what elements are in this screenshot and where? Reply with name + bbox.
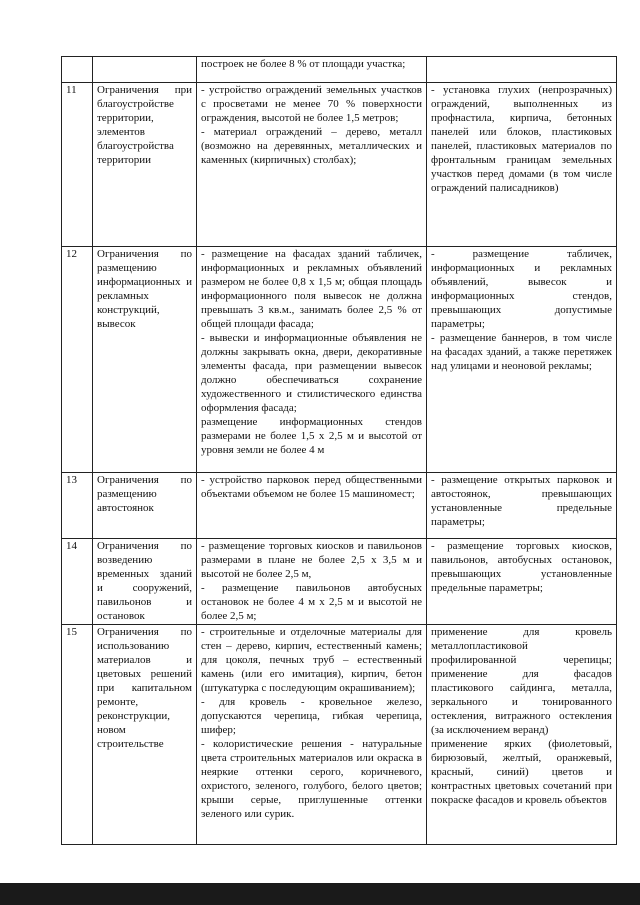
restriction-name: Ограничения по размещению информационных и рекламных конструкций, вывесок (93, 247, 197, 473)
prohibited-cell: - размещение табличек, информационных и рекламных объявлений, вывесок и информационных стендов, превышающих допустимые параметры; - размещение баннеров, в том числе на фасадах зданий, а также перетяжек над улицами и неоновой рекламы; (427, 247, 617, 473)
prohibited-cell: - размещение открытых парковок и автостоянок, превышающих установленные предельные параметры; (427, 473, 617, 539)
allowed-cell: - размещение на фасадах зданий табличек, информационных и рекламных объявлений размером не более 0,8 х 1,5 м; общая площадь информационного поля вывесок не должна превышать 3 кв.м., занимать более 2,5 % от общей площади фасада; - вывески и информационные объявления не должны закрывать окна, двери, декоративные элементы фасада, при размещении вывесок должно обеспечиваться сохранение художественного и стилистического единства оформления фасада; размещение информационных стендов размерами не более 1,5 х 2,5 м и высотой от уровня земли не более 4 м (197, 247, 427, 473)
prohibited-cell: применение для кровель металлопластиковой профилированной черепицы; применение для фасадов пластикового сайдинга, металла, зеркального и тонированного остекления, витражного остекления (за исключением веранд) применение ярких (фиолетовый, бирюзовый, желтый, оранжевый, красный, синий) цветов и контрастных цветовых сочетаний при покраске фасадов и кровель объектов (427, 625, 617, 845)
prohibited-cell: - размещение торговых киосков, павильонов, автобусных остановок, превышающих установленные предельные параметры; (427, 539, 617, 625)
allowed-cell: - строительные и отделочные материалы для стен – дерево, кирпич, естественный камень; для цоколя, печных труб – естественный камень (или его имитация), кирпич, бетон (штукатурка с последующим окрашиванием); - для кровель - кровельное железо, допускаются черепица, гибкая черепица, шифер; - колористические решения - натуральные цвета строительных материалов или окраска в неяркие оттенки серого, коричневого, охристого, зеленого, голубого, белого цветов; крыши серые, приглушенные оттенки зеленого или сурик. (197, 625, 427, 845)
restriction-name: Ограничения по возведению временных зданий и сооружений, павильонов и остановок (93, 539, 197, 625)
table-row (62, 57, 617, 83)
row-number: 12 (62, 247, 93, 473)
row-number: 13 (62, 473, 93, 539)
table-row (62, 83, 617, 247)
table-row (62, 473, 617, 539)
row-number: 14 (62, 539, 93, 625)
row-number: 11 (62, 83, 93, 247)
allowed-cell: построек не более 8 % от площади участка; (197, 57, 427, 83)
restriction-name: Ограничения по размещению автостоянок (93, 473, 197, 539)
allowed-cell: - размещение торговых киосков и павильонов размерами в плане не более 2,5 х 3,5 м и высотой не более 2,5 м, - размещение павильонов автобусных остановок не более 4 м х 2,5 м и высотой не более 2,5 м; (197, 539, 427, 625)
table-row (62, 625, 617, 845)
allowed-cell: - устройство парковок перед общественными объектами объемом не более 15 машиномест; (197, 473, 427, 539)
restriction-name (93, 57, 197, 83)
restriction-name: Ограничения по использованию материалов и цветовых решений при капитальном ремонте, реконструкции, новом строительстве (93, 625, 197, 845)
row-number (62, 57, 93, 83)
prohibited-cell (427, 57, 617, 83)
table-row (62, 247, 617, 473)
restriction-name: Ограничения при благоустройстве территории, элементов благоустройства территории (93, 83, 197, 247)
table-row (62, 539, 617, 625)
allowed-cell: - устройство ограждений земельных участков с просветами не менее 70 % поверхности ограждения, высотой не более 1,5 метров; - материал ограждений – дерево, металл (возможно на деревянных, металлических и каменных (кирпичных) столбах); (197, 83, 427, 247)
row-number: 15 (62, 625, 93, 845)
regulations-table (61, 56, 617, 845)
scan-bottom-edge (0, 883, 640, 905)
prohibited-cell: - установка глухих (непрозрачных) ограждений, выполненных из профнастила, кирпича, бетонных панелей или блоков, пластиковых панелей, пластиковых материалов по фронтальным границам земельных участков перед домами (в том числе ограждений палисадников) (427, 83, 617, 247)
